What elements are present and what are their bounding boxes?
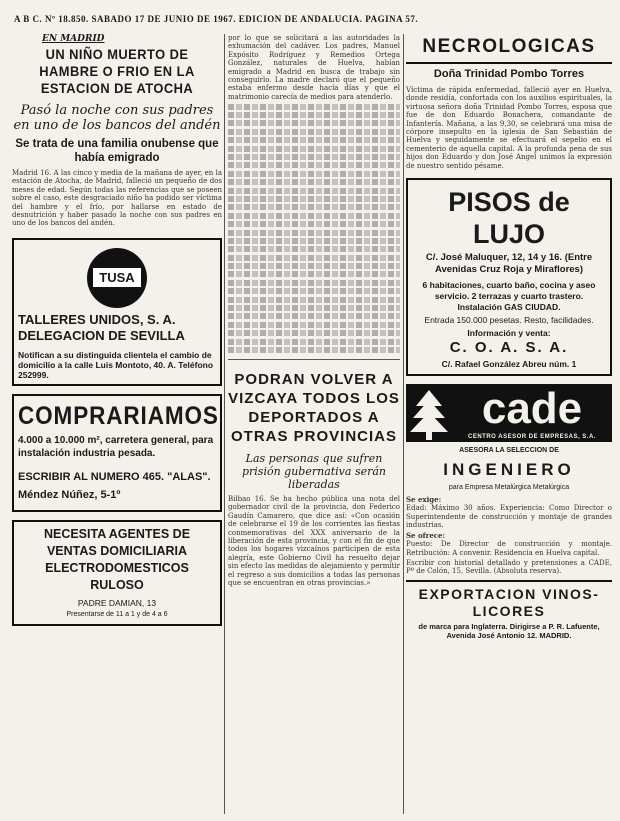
- column-rule: [224, 34, 225, 814]
- divider: [228, 359, 400, 360]
- ad-pisos-info-label: Información y venta:: [467, 328, 551, 339]
- ad-tusa-branch: DELEGACION DE SEVILLA: [18, 327, 185, 343]
- text-line: [228, 330, 400, 336]
- text-line: [228, 246, 400, 252]
- ad-agentes-address: PADRE DAMIAN, 13: [77, 597, 157, 608]
- text-line: [228, 112, 400, 118]
- column-right: [406, 34, 612, 814]
- ad-cade-apply: Escribir con historial detallado y pretensiones a CADE, Pº de Colón, 15, Sevilla. (Absoluta reserva).: [406, 558, 612, 576]
- tusa-logo: [87, 248, 147, 308]
- column-left: [12, 34, 222, 814]
- ad-cade-offers: Puesto: De Director de construcción y montaje. Retribución: A convenir. Residencia en Huelva capital.: [406, 540, 612, 557]
- text-line: [228, 188, 400, 194]
- ad-export-text: de marca para Inglaterra. Dirigirse a P. R. Lafuente, Avenida José Antonio 12. MADRID.: [418, 621, 600, 640]
- necrologicas-name: Doña Trinidad Pombo Torres: [433, 68, 585, 80]
- text-line: [228, 204, 400, 210]
- necrologicas-body: Víctima de rápida enfermedad, falleció ayer en Huelva, donde residía, confortada con los auxilios espirituales, la virtuosa señora doña Trinidad Pombo Torres, esposa que fue de don Eduardo Bonachera, comandante de Infantería. Mañana, a las 9,30, se celebrará una misa de córpore insepulto en la iglesia de San Sebastián de Huelva y seguidamente se efectuará el sepelio en el cementerio de aquella capital. A la profunda pena de sus hijos don Eduardo y don José Angel unimos la expresión de nuestro sentido pésame.: [406, 86, 612, 170]
- ad-cade-line1: ASESORA LA SELECCION DE: [459, 447, 559, 455]
- text-line: [228, 162, 400, 168]
- article-deck: Se trata de una familia onubense que había emigrado: [15, 138, 219, 164]
- text-line: [228, 288, 400, 294]
- ad-cade-position: INGENIERO: [443, 460, 575, 480]
- ad-compramos-contact: ESCRIBIR AL NUMERO 465. "ALAS".: [18, 470, 211, 483]
- text-line: [228, 255, 400, 261]
- article-subhead-vizcaya: Las personas que sufren prisión gubernativa serán liberadas: [241, 451, 387, 491]
- ad-export-title: EXPORTACION VINOS-LICORES: [418, 585, 600, 619]
- ad-cade-logo: [406, 384, 612, 442]
- text-line: [228, 297, 400, 303]
- ad-pisos-price: Entrada 150.000 pesetas. Resto, facilidades.: [424, 315, 594, 326]
- necrologicas-title: NECROLOGICAS: [422, 36, 596, 57]
- ad-cade-requirements: Edad: Máximo 30 años. Experiencia: Como Director o Superintendente de construcción y montaje de grandes industrias.: [406, 504, 612, 530]
- text-line: [228, 179, 400, 185]
- text-line: [228, 280, 400, 286]
- text-line: [228, 305, 400, 311]
- text-line: [228, 137, 400, 143]
- article-continued-body: por lo que se solicitará a las autoridades la exhumación del cadáver. Los padres, Manuel Expósito Rodríguez y Remedios Ortega González, naturales de Huelva, habían emigrado a Madrid en busca de trabajo sin conseguirlo. La madre declaró que el pequeño estaba enfermo desde hacía días y que el matrimonio carecía de medios para atenderlo.: [228, 34, 400, 101]
- text-line: [228, 313, 400, 319]
- text-line: [228, 238, 400, 244]
- text-line: [228, 196, 400, 202]
- ad-tusa-company: TALLERES UNIDOS, S. A.: [18, 311, 176, 327]
- article-kicker: EN MADRID: [42, 34, 105, 44]
- cade-tagline: CENTRO ASESOR DE EMPRESAS, S.A.: [468, 434, 596, 441]
- ad-pisos: [406, 178, 612, 376]
- article-headline: UN NIÑO MUERTO DE HAMBRE O FRIO EN LA ESTACION DE ATOCHA: [39, 46, 195, 96]
- column-middle: [228, 34, 400, 814]
- ad-agentes: [12, 520, 222, 626]
- text-line: [228, 104, 400, 110]
- ad-cade-offer-label: Se ofrece:: [406, 530, 446, 540]
- text-line: [228, 347, 400, 353]
- ad-pisos-title: PISOS de LUJO: [448, 187, 570, 250]
- cade-tree-icon: [406, 384, 452, 442]
- text-line: [228, 129, 400, 135]
- article-headline-vizcaya: PODRAN VOLVER A VIZCAYA TODOS LOS DEPORTADOS A OTRAS PROVINCIAS: [228, 370, 400, 445]
- article-subhead: Pasó la noche con sus padres en uno de los bancos del andén: [13, 103, 221, 133]
- cade-brand: [452, 384, 612, 442]
- text-line: [228, 171, 400, 177]
- text-line: [228, 322, 400, 328]
- article-body-vizcaya: Bilbao 16. Se ha hecho pública una nota del gobernador civil de la provincia, don Federico Gaudín Camarero, que dice así: «Con ocasión de celebrarse el 19 de los corrientes las fiestas conmemorativas del XXX aniversario de la liberación de esta provincia, y con el fin de que todos los hogares vizcaínos participen de esta alegría, este Gobierno Civil ha resuelto dejar sin efecto las medidas de alejamiento y permitir el regreso a sus domicilios a todas las personas que se encuentran en otras provincias.»: [228, 494, 400, 588]
- column-rule: [403, 34, 404, 814]
- ad-pisos-features: 6 habitaciones, cuarto baño, cocina y aseo servicio. 2 terrazas y cuarto trastero. Instalación GAS CIUDAD.: [422, 280, 596, 313]
- ad-compramos: [12, 394, 222, 512]
- text-line: [228, 263, 400, 269]
- ad-agentes-title: NECESITA AGENTES DE VENTAS DOMICILIARIA ELECTRODOMESTICOS RULOSO: [43, 526, 191, 592]
- text-line: [228, 120, 400, 126]
- article-body: Madrid 16. A las cinco y media de la mañana de ayer, en la estación de Atocha, de Madrid, falleció un pequeño de dos meses de edad. Según todas las referencias que se poseen sobre el caso, este desgraciado niño ha podido ser víctima del hambre y el frío, por hallarse en estado de desnutrición y haber pasado la noche con sus padres en uno de los bancos del andén.: [12, 169, 222, 228]
- divider: [406, 580, 612, 582]
- page-header: A B C. Nº 18.850. SABADO 17 DE JUNIO DE 1967. EDICION DE ANDALUCIA. PAGINA 57.: [14, 14, 419, 24]
- ad-cade-line2: para Empresa Metalúrgica Metalúrgica: [448, 484, 570, 492]
- ad-compramos-text: 4.000 a 10.000 m², carretera general, para instalación industria pesada.: [18, 434, 214, 459]
- tusa-logo-text: TUSA: [91, 266, 142, 289]
- ad-compramos-address: Méndez Núñez, 5-1º: [18, 488, 121, 501]
- ad-pisos-agency: C. O. A. S. A.: [449, 339, 569, 357]
- text-line: [228, 213, 400, 219]
- cade-brand-text: cade: [481, 384, 583, 434]
- ad-tusa: [12, 238, 222, 386]
- text-line: [228, 146, 400, 152]
- text-line: [228, 221, 400, 227]
- text-line: [228, 154, 400, 160]
- ad-pisos-address: C/. José Maluquer, 12, 14 y 16. (Entre Avenidas Cruz Roja y Miraflores): [425, 252, 593, 276]
- divider: [406, 62, 612, 64]
- ad-agentes-hours: Presentarse de 11 a 1 y de 4 a 6: [66, 610, 168, 618]
- ad-tusa-text: Notifican a su distinguida clientela el cambio de domicilio a la calle Luis Montoto, 40. A. Teléfono 252999.: [18, 349, 214, 380]
- text-line: [228, 271, 400, 277]
- text-line: [228, 339, 400, 345]
- ad-cade-req-label: Se exige:: [406, 495, 442, 505]
- text-line: [228, 230, 400, 236]
- ad-compramos-title: COMPRARIAMOS: [18, 401, 219, 430]
- ad-pisos-office: C/. Rafael González Abreu núm. 1: [441, 359, 577, 370]
